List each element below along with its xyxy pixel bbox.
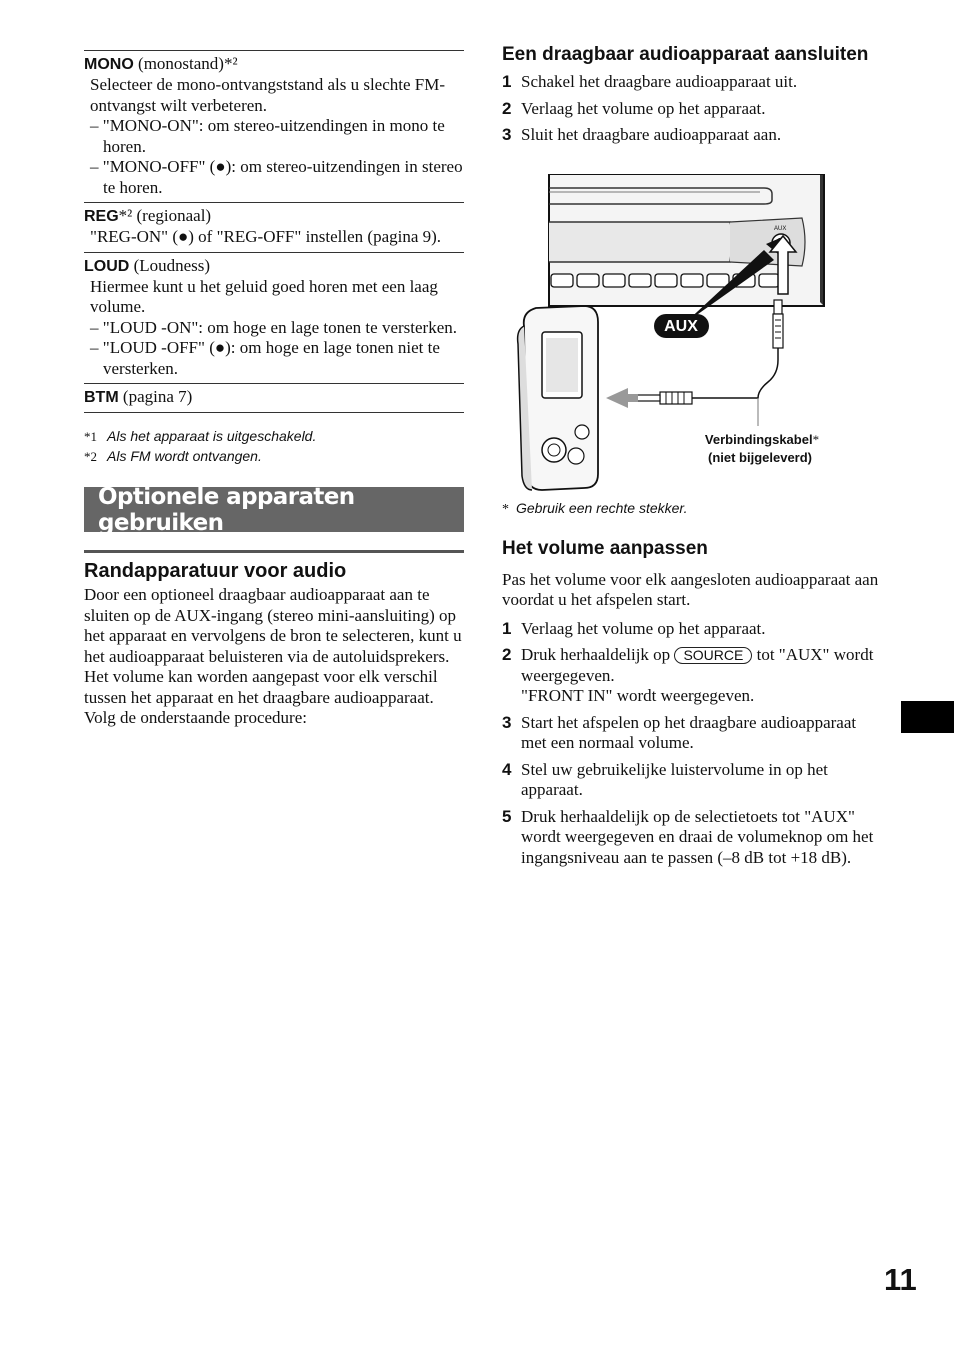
connection-figure	[502, 174, 882, 494]
step-item: 3 Start het afspelen op het draagbare audioapparaat met een normaal volume.	[502, 712, 857, 752]
setting-option: – "MONO-ON": om stereo-uitzendingen in mono te horen.	[90, 116, 445, 156]
setting-description: Selecteer de mono-ontvangststand als u slechte FM-ontvangst wilt verbeteren.	[90, 75, 446, 115]
volume-intro: Pas het volume voor elk aangesloten audioapparaat aan voordat u het afspelen start.	[502, 569, 879, 609]
step-item: 1 Schakel het draagbare audioapparaat uit.	[502, 72, 798, 91]
page-number: 11	[884, 1262, 917, 1297]
setting-description: "REG-ON" (●) of "REG-OFF" instellen (pagina 9).	[90, 227, 442, 246]
setting-option: – "MONO-OFF" (●): om stereo-uitzendingen in stereo te horen.	[90, 157, 463, 197]
left-column	[84, 50, 464, 729]
setting-term-note: (Loudness)	[129, 255, 211, 275]
setting-term: BTM	[84, 389, 119, 406]
step-item: 2 Druk herhaaldelijk op SOURCE tot "AUX" wordt weergegeven. "FRONT IN" wordt weergegeven.	[502, 645, 874, 705]
volume-title: Het volume aanpassen	[502, 537, 708, 559]
setting-option: – "LOUD -ON": om hoge en lage tonen te versterken.	[90, 317, 457, 337]
setting-term-note: (monostand)*²	[133, 54, 238, 73]
source-button-label: SOURCE	[674, 647, 752, 664]
setting-term: LOUD	[84, 257, 130, 275]
step-item: 4 Stel uw gebruikelijke luistervolume in op het apparaat.	[502, 759, 828, 799]
setting-entry	[84, 50, 464, 202]
connect-title: Een draagbaar audioapparaat aansluiten	[502, 44, 869, 65]
divider	[84, 550, 464, 553]
footnote: *1 Als het apparaat is uitgeschakeld.	[84, 428, 317, 444]
setting-entry	[84, 202, 464, 252]
svg-text:AUX: AUX	[774, 225, 787, 232]
chapter-tab	[901, 701, 954, 733]
footnotes	[84, 427, 464, 467]
right-column	[502, 44, 882, 874]
portable-player-icon	[518, 306, 598, 490]
subsection-text: Door een optioneel draagbaar audioapparaat aan te sluiten op de AUX-ingang (stereo mini-aansluiting) op het apparaat en vervolgens de bron te selecteren, kunt u het audioapparaat beluisteren via de autoluidsprekers. Het volume kan worden aangepast voor elk verschil tussen het apparaat en het draagbare audioapparaat. Volg de onderstaande procedure:	[84, 585, 462, 727]
subsection-title: Randapparatuur voor audio	[84, 560, 347, 582]
step-item: 1 Verlaag het volume op het apparaat.	[502, 618, 766, 638]
settings-list	[84, 50, 464, 413]
setting-term-note: (pagina 7)	[118, 387, 193, 406]
figure-footnote: * Gebruik een rechte stekker.	[502, 499, 688, 517]
step-item: 3 Sluit het draagbare audioapparaat aan.	[502, 125, 782, 144]
aux-label: AUX	[664, 317, 698, 335]
cable-label-note: (niet bijgeleverd)	[707, 449, 813, 465]
step-item: 5 Druk herhaaldelijk op de selectietoets tot "AUX" wordt weergegeven en draai de volumeknop om het ingangsniveau aan te passen (–8 dB tot +18 dB).	[502, 806, 874, 867]
connect-steps	[502, 72, 882, 146]
setting-entry	[84, 383, 464, 413]
setting-term: MONO	[84, 56, 134, 73]
section-title: Optionele apparaten gebruiken	[84, 487, 464, 532]
footnote: *2 Als FM wordt ontvangen.	[84, 448, 262, 464]
cable-label: Verbindingskabel*	[704, 431, 820, 447]
setting-description: Hiermee kunt u het geluid goed horen met een laag volume.	[90, 276, 438, 316]
connection-illustration	[502, 174, 882, 494]
setting-term-note: *² (regionaal)	[118, 206, 212, 225]
plug-arrow-icon	[606, 388, 628, 408]
step-item: 2 Verlaag het volume op het apparaat.	[502, 98, 766, 118]
setting-option: – "LOUD -OFF" (●): om hoge en lage tonen niet te versterken.	[90, 338, 440, 378]
volume-steps	[502, 619, 882, 869]
setting-term: REG	[84, 208, 119, 225]
setting-entry	[84, 252, 464, 384]
